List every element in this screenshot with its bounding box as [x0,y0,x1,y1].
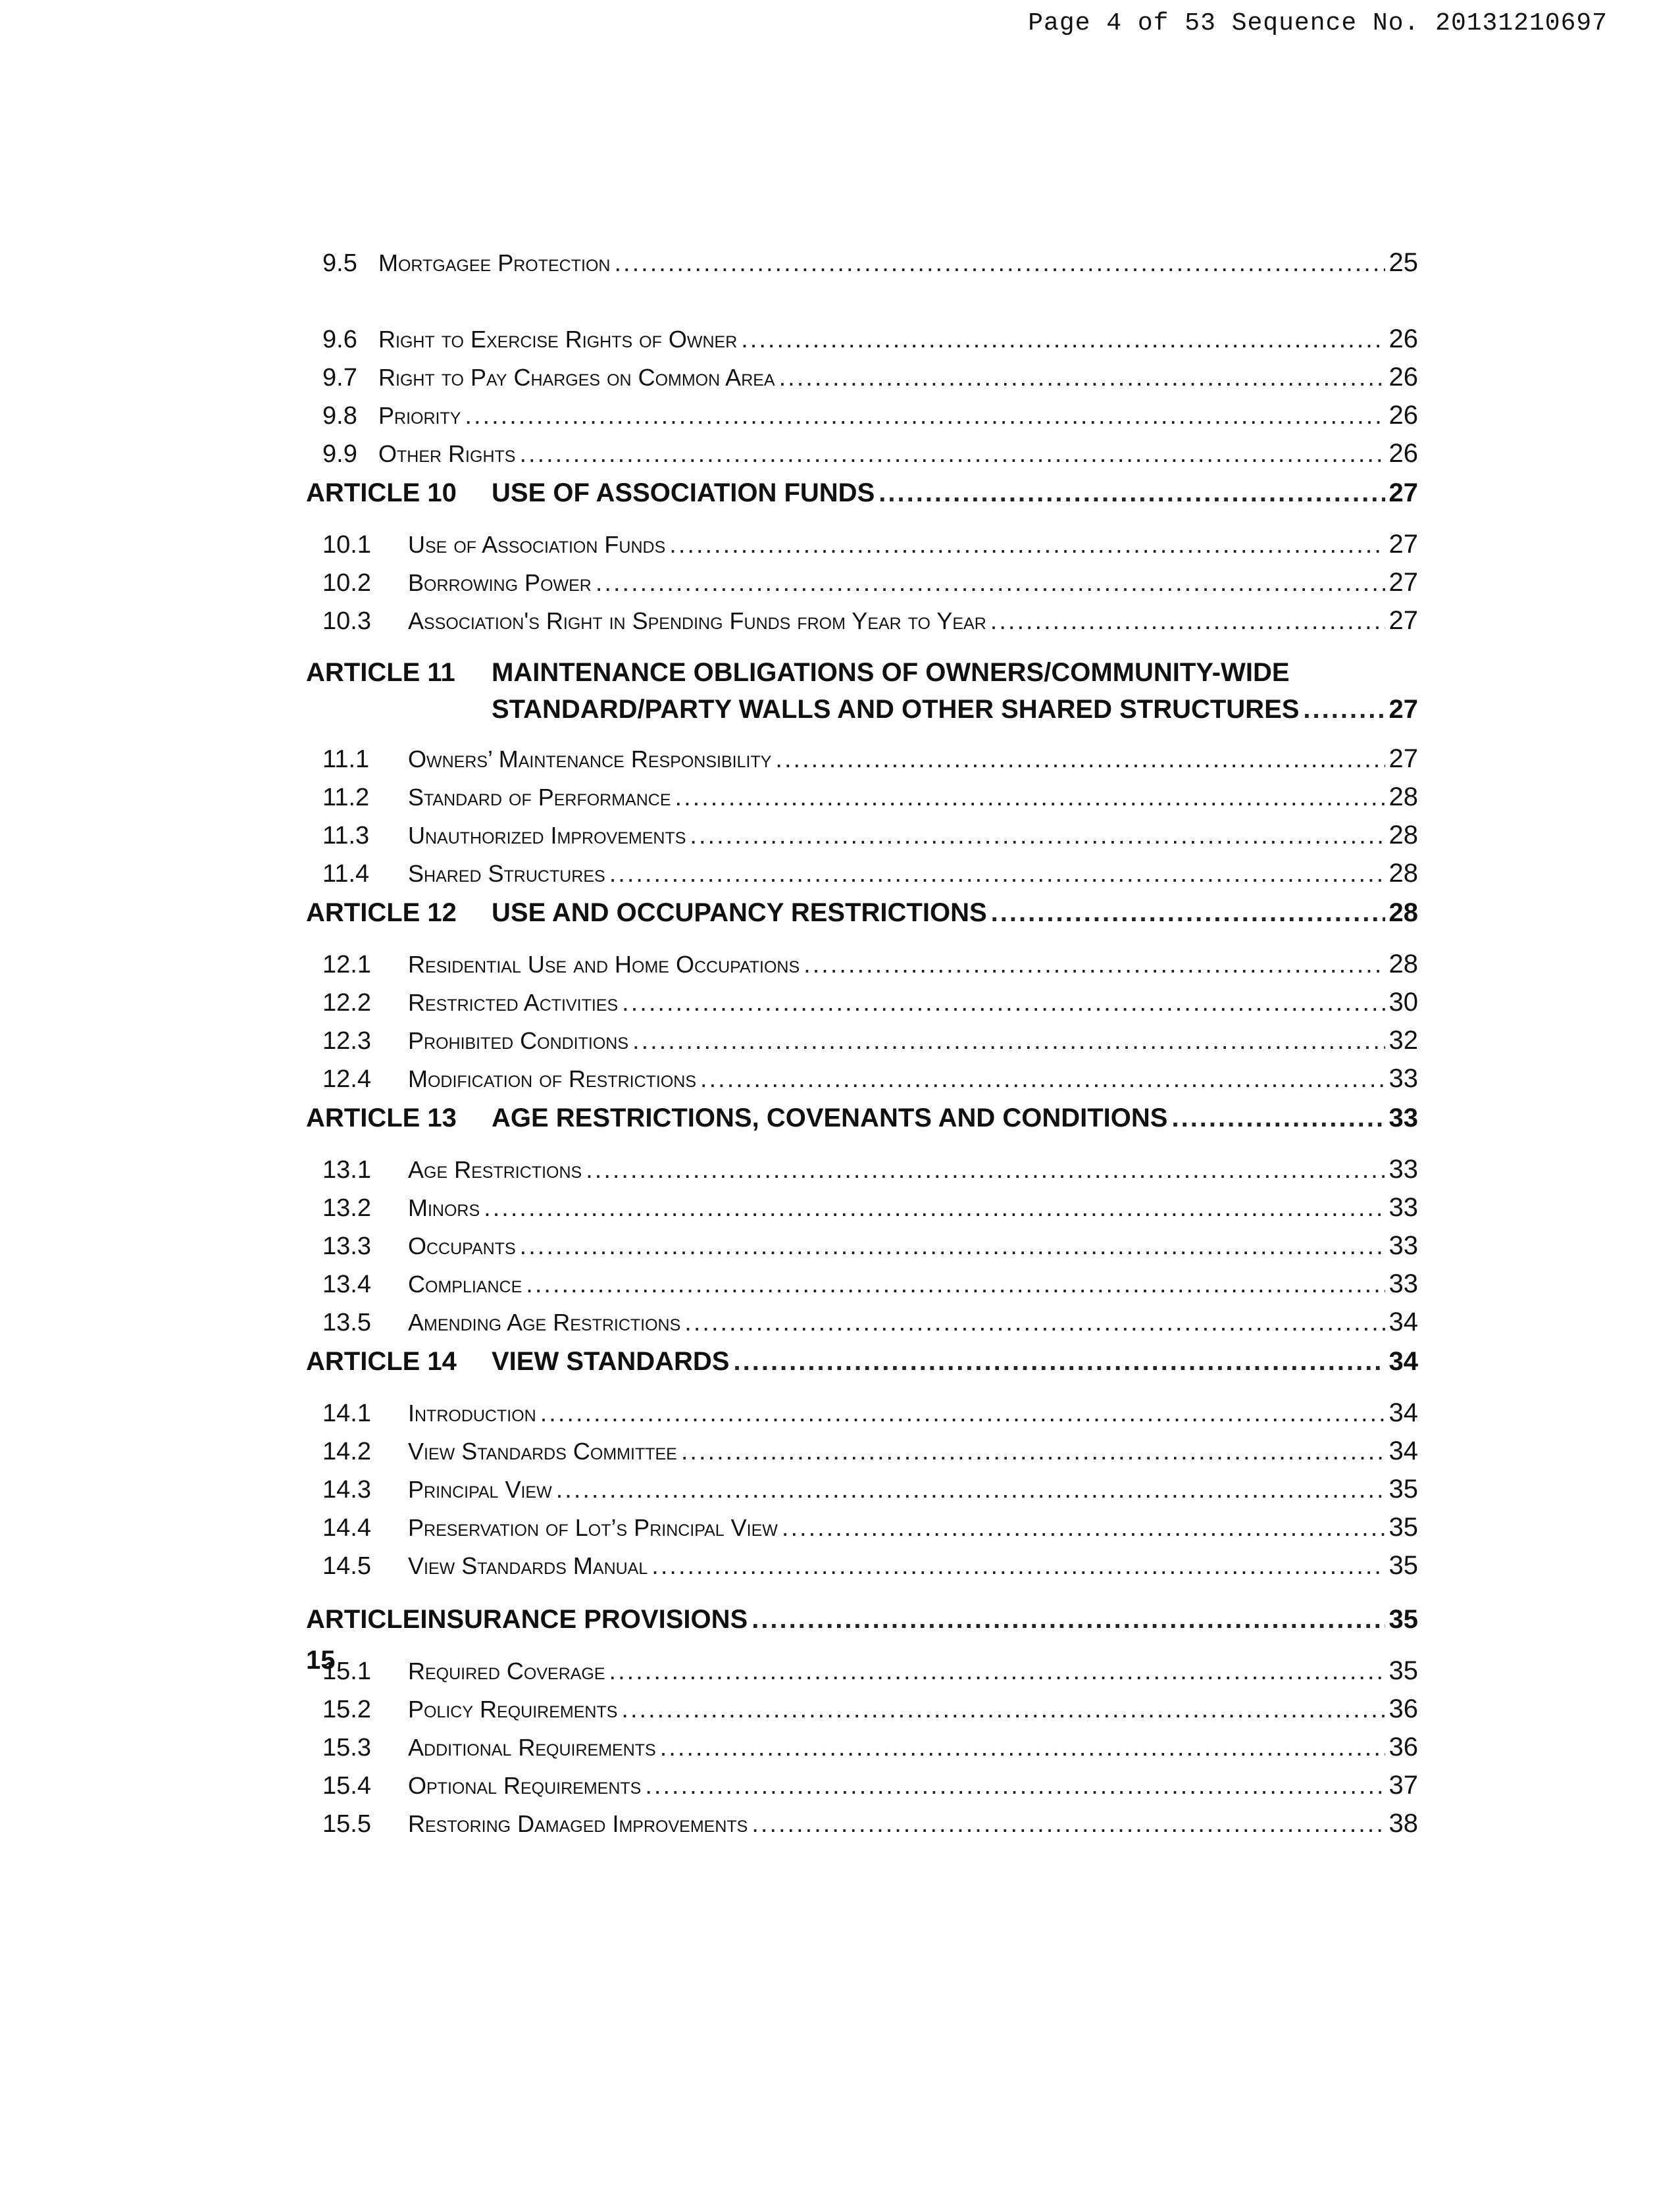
section-title: Minors [408,1194,480,1221]
section-number: 13.5 [322,1309,371,1336]
toc-entry-10-1[interactable] [306,525,1418,563]
page-number: 34 [1388,1307,1418,1336]
page-number: 27 [1388,478,1418,507]
dot-leader [878,472,1385,513]
dot-leader [684,1304,1385,1342]
toc-entry-14-1[interactable] [306,1394,1418,1432]
section-number: 14.1 [322,1400,371,1427]
section-title: Right to Exercise Rights of Owner [378,326,738,353]
section-title: Occupants [408,1232,516,1259]
toc-entry-9-6[interactable] [306,320,1418,358]
toc-entry-12-4[interactable] [306,1059,1418,1098]
section-number: 12.2 [322,989,371,1017]
section-title: Age Restrictions [408,1156,582,1183]
dot-leader [484,1189,1385,1227]
dot-leader [465,397,1385,435]
section-number: 15.2 [322,1696,371,1723]
article-title: USE AND OCCUPANCY RESTRICTIONS [492,898,987,927]
dot-leader [520,1227,1385,1265]
dot-leader [1303,691,1385,728]
page-number: 33 [1388,1064,1418,1093]
page-number: 28 [1388,821,1418,850]
section-title: Residential Use and Home Occupations [408,951,800,978]
toc-entry-11-2[interactable] [306,778,1418,816]
page-number: 33 [1388,1193,1418,1222]
toc-entry-9-7[interactable] [306,358,1418,396]
section-number: 12.1 [322,951,371,978]
dot-leader [622,984,1385,1022]
dot-leader [645,1767,1385,1805]
section-number: 10.3 [322,607,371,635]
section-number: 13.2 [322,1194,371,1222]
toc-entry-12-1[interactable] [306,945,1418,983]
article-number: ARTICLE 12 [306,898,457,927]
page-number: 27 [1388,695,1418,724]
dot-leader [751,1599,1385,1640]
toc-entry-9-8[interactable] [306,396,1418,434]
article-title: AGE RESTRICTIONS, COVENANTS AND CONDITIONS [492,1104,1168,1132]
section-title: Compliance [408,1271,522,1298]
dot-leader [690,817,1385,855]
dot-leader [782,1509,1385,1547]
section-title: Association's Right in Spending Funds from Year to Year [408,607,986,634]
dot-leader [779,359,1385,397]
page-number: 35 [1388,1656,1418,1685]
section-number: 9.8 [322,402,357,430]
page-number: 36 [1388,1694,1418,1723]
toc-entry-13-1[interactable] [306,1150,1418,1188]
dot-leader [526,1265,1385,1304]
dot-leader [675,778,1385,817]
toc-entry-14-4[interactable] [306,1508,1418,1546]
section-title: Other Rights [378,440,516,467]
table-of-contents [306,243,1418,1842]
page-number: 34 [1388,1436,1418,1465]
dot-leader [651,1547,1385,1585]
section-title: Borrowing Power [408,569,592,596]
dot-leader [621,1690,1385,1729]
section-title: View Standards Committee [408,1438,677,1465]
section-number: 9.9 [322,440,357,468]
toc-entry-14-3[interactable] [306,1470,1418,1508]
page-number: 30 [1388,988,1418,1017]
article-title-line-1: MAINTENANCE OBLIGATIONS OF OWNERS/COMMUNITY-WIDE [492,658,1290,687]
section-title: Right to Pay Charges on Common Area [378,364,775,391]
section-number: 11.1 [322,746,370,773]
page-number: 28 [1388,782,1418,811]
section-title: View Standards Manual [408,1552,648,1579]
section-title: Amending Age Restrictions [408,1309,681,1336]
page-number: 35 [1388,1605,1418,1634]
section-number: 12.3 [322,1027,371,1055]
section-number: 9.7 [322,364,357,392]
toc-article-12[interactable] [306,892,1418,933]
section-number: 13.1 [322,1156,371,1184]
section-title: Introduction [408,1400,536,1427]
page-number: 36 [1388,1733,1418,1762]
page-number: 27 [1388,606,1418,635]
dot-leader [751,1805,1385,1843]
section-number: 14.5 [322,1552,371,1580]
section-number: 13.3 [322,1232,371,1260]
dot-leader [700,1060,1385,1098]
dot-leader [614,244,1385,282]
article-number: ARTICLE 13 [306,1104,457,1132]
toc-article-10[interactable] [306,472,1418,513]
section-number: 14.2 [322,1438,371,1465]
page-number: 34 [1388,1398,1418,1427]
toc-entry-13-4[interactable] [306,1265,1418,1303]
dot-leader [803,946,1385,984]
section-title: Priority [378,402,461,429]
section-number: 14.4 [322,1514,371,1542]
dot-leader [586,1151,1385,1189]
toc-entry-12-3[interactable] [306,1021,1418,1059]
section-title: Additional Requirements [408,1734,656,1761]
section-title: Owners’ Maintenance Responsibility [408,746,772,773]
page-number: 27 [1388,530,1418,559]
page-number: 35 [1388,1475,1418,1504]
section-number: 15.4 [322,1772,371,1800]
section-number: 12.4 [322,1065,371,1093]
section-title: Restricted Activities [408,989,619,1016]
section-title: Preservation of Lot’s Principal View [408,1514,778,1541]
toc-article-13[interactable] [306,1098,1418,1138]
dot-leader [632,1022,1385,1060]
dot-leader [741,320,1385,359]
page-number: 27 [1388,568,1418,597]
section-title: Required Coverage [408,1658,605,1685]
page-number: 33 [1388,1269,1418,1298]
dot-leader [609,855,1385,893]
dot-leader [733,1341,1385,1382]
toc-entry-15-1[interactable] [306,1652,1418,1690]
page-number: 28 [1388,859,1418,888]
page-number: 32 [1388,1026,1418,1055]
section-number: 15.3 [322,1734,371,1762]
section-title: Optional Requirements [408,1772,642,1799]
page-number: 34 [1388,1347,1418,1376]
article-number: ARTICLE 15 [306,1605,420,1675]
page-number: 28 [1388,950,1418,978]
page-number: 26 [1388,439,1418,468]
toc-entry-15-5[interactable] [306,1804,1418,1842]
toc-entry-15-4[interactable] [306,1766,1418,1804]
page-number: 33 [1388,1104,1418,1132]
section-title: Policy Requirements [408,1696,618,1723]
article-title: USE OF ASSOCIATION FUNDS [492,478,875,507]
section-number: 15.1 [322,1658,371,1685]
toc-article-14[interactable] [306,1341,1418,1382]
toc-article-11[interactable] [306,654,1418,728]
toc-entry-10-3[interactable] [306,601,1418,640]
dot-leader [1171,1098,1385,1138]
page-number: 35 [1388,1551,1418,1580]
page-header: Page 4 of 53 Sequence No. 20131210697 [1028,9,1608,38]
section-number: 13.4 [322,1271,371,1298]
toc-entry-15-3[interactable] [306,1728,1418,1766]
section-number: 10.2 [322,569,371,597]
page-number: 38 [1388,1809,1418,1838]
toc-entry-15-2[interactable] [306,1690,1418,1728]
section-number: 9.6 [322,326,357,353]
toc-entry-11-1[interactable] [306,740,1418,778]
toc-entry-9-9[interactable] [306,434,1418,472]
page-number: 28 [1388,898,1418,927]
section-number: 11.4 [322,860,370,888]
section-number: 11.2 [322,784,370,811]
article-number: ARTICLE 10 [306,478,457,507]
article-title: INSURANCE PROVISIONS [420,1605,748,1634]
section-title: Unauthorized Improvements [408,822,686,849]
article-number: ARTICLE 14 [306,1347,457,1376]
toc-entry-12-2[interactable] [306,983,1418,1021]
page-number: 25 [1388,248,1418,277]
toc-entry-10-2[interactable] [306,563,1418,601]
dot-leader [519,435,1385,473]
toc-entry-11-3[interactable] [306,816,1418,854]
section-title: Shared Structures [408,860,605,887]
section-number: 11.3 [322,822,370,850]
section-title: Modification of Restrictions [408,1065,697,1092]
section-title: Standard of Performance [408,784,671,811]
page-number: 35 [1388,1513,1418,1542]
dot-leader [681,1433,1385,1471]
page-number: 26 [1388,401,1418,430]
section-title: Use of Association Funds [408,531,666,558]
page-number: 33 [1388,1231,1418,1260]
dot-leader [669,526,1385,564]
toc-entry-14-2[interactable] [306,1432,1418,1470]
section-title: Mortgagee Protection [378,249,611,276]
page-number: 37 [1388,1771,1418,1800]
dot-leader [990,602,1385,640]
section-number: 15.5 [322,1810,371,1838]
section-title: Restoring Damaged Improvements [408,1810,748,1837]
dot-leader [609,1652,1385,1690]
dot-leader [660,1729,1385,1767]
dot-leader [540,1394,1385,1433]
dot-leader [556,1471,1385,1509]
page-number: 33 [1388,1155,1418,1184]
dot-leader [991,892,1385,933]
section-title: Principal View [408,1476,552,1503]
article-title: VIEW STANDARDS [492,1347,730,1376]
toc-entry-11-4[interactable] [306,854,1418,892]
toc-entry-9-5[interactable] [306,243,1418,282]
section-number: 10.1 [322,531,371,559]
section-number: 14.3 [322,1476,371,1504]
dot-leader [596,564,1385,602]
article-title-line-2: STANDARD/PARTY WALLS AND OTHER SHARED STRUCTURES [492,695,1300,724]
page-number: 26 [1388,324,1418,353]
article-number: ARTICLE 11 [306,658,455,687]
page-number: 26 [1388,363,1418,392]
toc-entry-14-5[interactable] [306,1546,1418,1585]
toc-entry-13-2[interactable] [306,1188,1418,1227]
toc-entry-13-5[interactable] [306,1303,1418,1341]
section-number: 9.5 [322,249,357,277]
page-number: 27 [1388,744,1418,773]
dot-leader [775,740,1385,778]
toc-entry-13-3[interactable] [306,1227,1418,1265]
section-title: Prohibited Conditions [408,1027,629,1054]
